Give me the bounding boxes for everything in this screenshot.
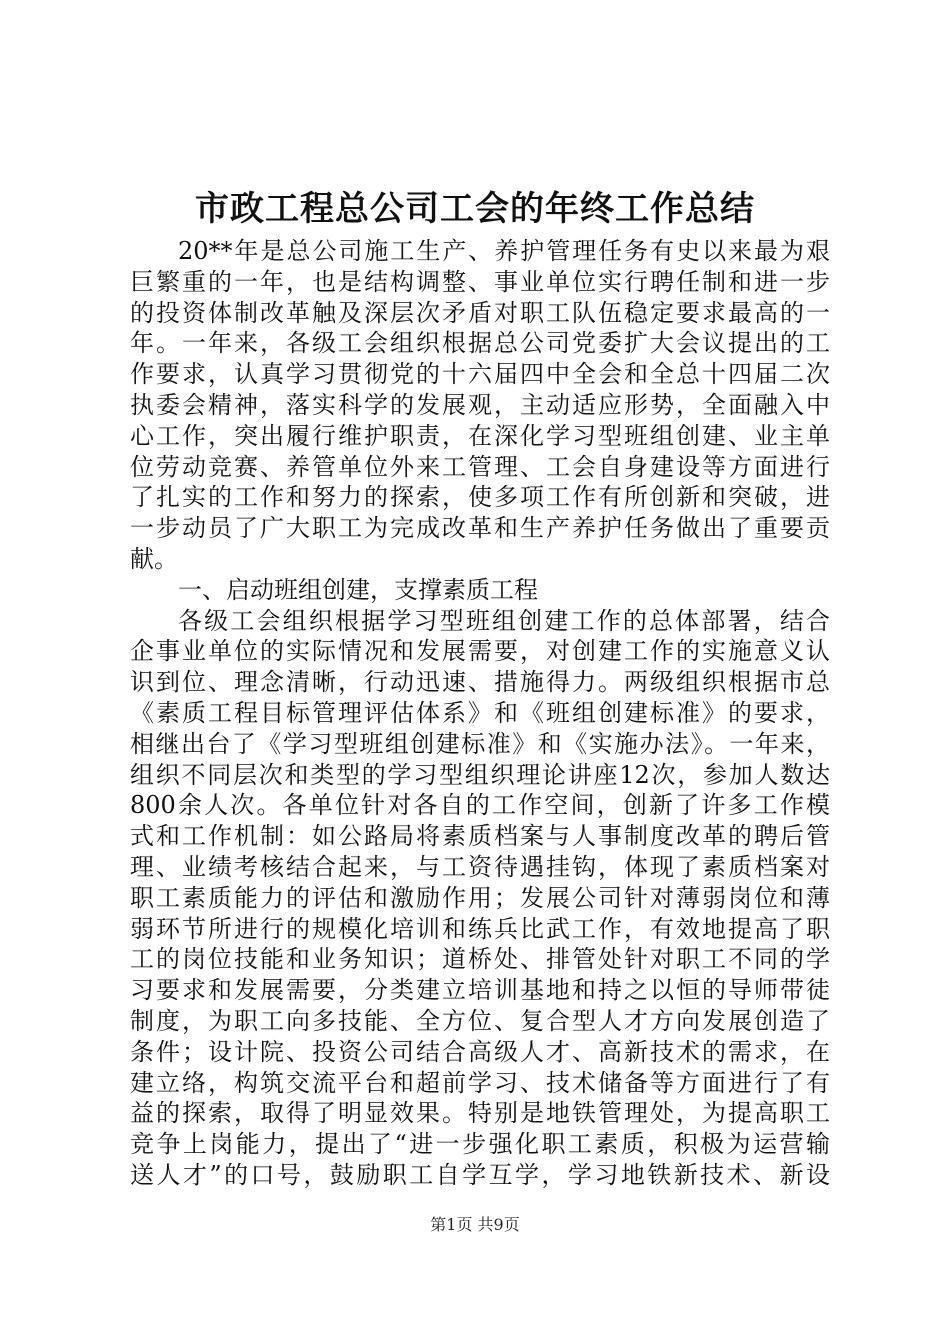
text-line: 制度，为职工向多技能、全方位、复合型人才方向发展创造了 xyxy=(130,1006,830,1035)
text-line: 条件；设计院、投资公司结合高级人才、高新技术的需求，在 xyxy=(130,1037,830,1066)
document-body xyxy=(130,236,830,1191)
text-line: 竞争上岗能力，提出了“进一步强化职工素质，积极为运营输 xyxy=(130,1130,830,1159)
text-line: 20**年是总公司施工生产、养护管理任务有史以来最为艰 xyxy=(178,237,830,265)
text-line: 职工素质能力的评估和激励作用；发展公司针对薄弱岗位和薄 xyxy=(130,883,830,912)
text-line: 位劳动竞赛、养管单位外来工管理、工会自身建设等方面进行 xyxy=(130,452,830,481)
text-line: 心工作，突出履行维护职责，在深化学习型班组创建、业主单 xyxy=(130,421,830,450)
text-line: 了扎实的工作和努力的探索，使多项工作有所创新和突破，进 xyxy=(130,483,830,512)
text-line: 送人才”的口号，鼓励职工自学互学，学习地铁新技术、新设 xyxy=(130,1160,830,1189)
text-line: 建立络，构筑交流平台和超前学习、技术储备等方面进行了有 xyxy=(130,1068,830,1097)
text-line: 800余人次。各单位针对各自的工作空间，创新了许多工作模 xyxy=(130,791,830,820)
page-number: 第1页 共9页 xyxy=(430,1215,520,1234)
text-line: 组织不同层次和类型的学习型组织理论讲座12次，参加人数达 xyxy=(130,760,830,789)
document-title: 市政工程总公司工会的年终工作总结 xyxy=(195,189,755,229)
text-line: 理、业绩考核结合起来，与工资待遇挂钩，体现了素质档案对 xyxy=(130,852,830,881)
text-line: 式和工作机制：如公路局将素质档案与人事制度改革的聘后管 xyxy=(130,822,830,851)
text-line: 一步动员了广大职工为完成改革和生产养护任务做出了重要贡 xyxy=(130,514,830,543)
text-line: 《素质工程目标管理评估体系》和《班组创建标准》的要求， xyxy=(130,698,830,727)
text-line: 的投资体制改革触及深层次矛盾对职工队伍稳定要求最高的一 xyxy=(130,298,830,327)
text-line: 习要求和发展需要，分类建立培训基地和持之以恒的导师带徒 xyxy=(130,976,830,1005)
text-line: 益的探索，取得了明显效果。特别是地铁管理处，为提高职工 xyxy=(130,1099,830,1128)
section-heading: 一、启动班组创建，支撑素质工程 xyxy=(178,575,538,604)
text-line: 企事业单位的实际情况和发展需要，对创建工作的实施意义认 xyxy=(130,637,830,666)
text-line: 相继出台了《学习型班组创建标准》和《实施办法》。一年来， xyxy=(130,729,830,758)
text-line: 作要求，认真学习贯彻党的十六届四中全会和全总十四届二次 xyxy=(130,360,830,389)
text-line: 执委会精神，落实科学的发展观，主动适应形势，全面融入中 xyxy=(130,390,830,419)
text-line: 工的岗位技能和业务知识；道桥处、排管处针对职工不同的学 xyxy=(130,945,830,974)
text-line: 弱环节所进行的规模化培训和练兵比武工作，有效地提高了职 xyxy=(130,914,830,943)
text-line: 各级工会组织根据学习型班组创建工作的总体部署，结合 xyxy=(178,606,830,635)
text-line: 年。一年来，各级工会组织根据总公司党委扩大会议提出的工 xyxy=(130,329,830,358)
text-line: 献。 xyxy=(130,544,178,573)
text-line: 识到位、理念清晰，行动迅速、措施得力。两级组织根据市总 xyxy=(130,668,830,697)
text-line: 巨繁重的一年，也是结构调整、事业单位实行聘任制和进一步 xyxy=(130,267,830,296)
